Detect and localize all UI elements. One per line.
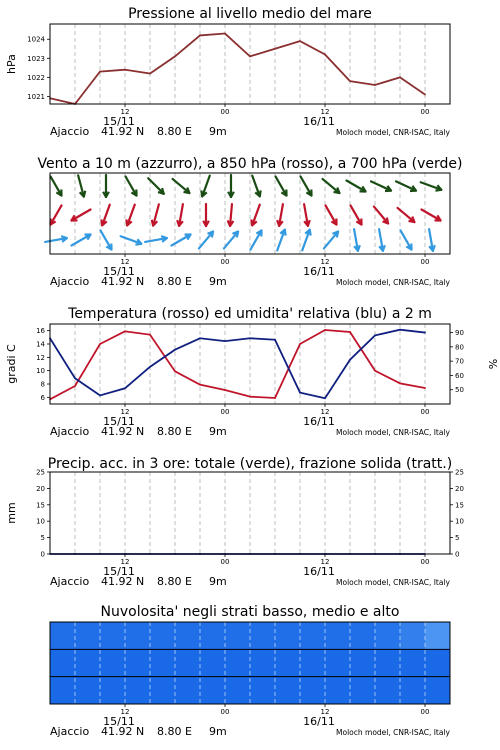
y2-tick-label: 50 — [455, 386, 464, 395]
cloud-cell — [75, 649, 100, 676]
y2-tick-label: 20 — [455, 484, 464, 493]
precip-title: Precip. acc. in 3 ore: totale (verde), frazione solida (tratt.) — [47, 456, 453, 472]
cloud-cell — [300, 622, 325, 649]
cloud-cell — [200, 622, 225, 649]
x-tick-label: 12 — [320, 108, 330, 116]
date-label: 15/11 — [103, 565, 135, 578]
date-label: 16/11 — [303, 415, 335, 428]
date-label: 16/11 — [303, 115, 335, 128]
date-label: 16/11 — [303, 565, 335, 578]
cloud-cell — [225, 622, 250, 649]
arrow-shaft — [326, 205, 337, 224]
cloud-cell — [175, 677, 200, 704]
cloud-cell — [350, 622, 375, 649]
y-tick-label: 15 — [36, 501, 45, 510]
cloud-cell — [300, 677, 325, 704]
x-tick-label: 12 — [120, 558, 130, 566]
temperature-line-point — [224, 389, 226, 391]
cloud-cell — [400, 649, 425, 676]
station-lon: 8.80 E — [157, 125, 192, 138]
wind-850-arrow — [228, 204, 234, 226]
cloud-cell — [275, 677, 300, 704]
wind-700-arrow — [126, 176, 137, 195]
pressure-line-point — [424, 94, 426, 96]
temperature-line-point — [199, 384, 201, 386]
wind-700-arrow — [78, 175, 85, 196]
humidity-line-point — [324, 397, 326, 399]
y2-tick-label: 0 — [455, 550, 460, 559]
station-elevation: 9m — [209, 575, 227, 588]
date-label: 15/11 — [103, 115, 135, 128]
wind-10m-arrow — [101, 230, 112, 249]
y-tick-label: 1022 — [27, 73, 45, 82]
y-tick-label: 1024 — [27, 35, 45, 44]
station-name: Ajaccio — [50, 575, 90, 588]
cloud-cell — [50, 622, 75, 649]
wind-10m-arrow — [401, 230, 412, 249]
x-tick-label: 00 — [220, 558, 230, 566]
wind-700-arrow — [301, 176, 312, 195]
arrow-shaft — [351, 205, 362, 224]
temperature-title: Temperatura (rosso) ed umidita' relativa (blu) a 2 m — [68, 306, 432, 322]
pressure-line-point — [324, 54, 326, 56]
cloud-cell — [375, 677, 400, 704]
cloud-cell — [150, 622, 175, 649]
temperature-line-point — [424, 387, 426, 389]
y-axis-label: gradi C — [5, 344, 18, 384]
wind-10m-arrow — [277, 230, 285, 251]
cloud-cell — [125, 677, 150, 704]
temperature-chart — [0, 300, 500, 450]
cloud-cell — [100, 622, 125, 649]
y2-tick-label: 60 — [455, 371, 464, 380]
pressure-line-point — [274, 48, 276, 50]
pressure-title: Pressione al livello medio del mare — [128, 6, 372, 22]
date-label: 15/11 — [103, 415, 135, 428]
cloud-cell — [275, 649, 300, 676]
cloud-cell — [150, 677, 175, 704]
cloud-chart — [0, 600, 500, 750]
pressure-line-point — [299, 40, 301, 42]
y2-tick-label: 80 — [455, 343, 464, 352]
cloud-cell — [50, 649, 75, 676]
wind-700-arrow — [371, 181, 391, 191]
model-credit: Moloch model, CNR-ISAC, Italy — [336, 428, 450, 437]
temperature-line-point — [349, 331, 351, 333]
date-label: 15/11 — [103, 715, 135, 728]
station-name: Ajaccio — [50, 125, 90, 138]
cloud-cell — [100, 649, 125, 676]
pressure-line-point — [199, 35, 201, 37]
station-lon: 8.80 E — [157, 275, 192, 288]
y2-tick-label: 25 — [455, 468, 464, 477]
temperature-line-point — [174, 370, 176, 372]
y-tick-label: 1021 — [27, 92, 45, 101]
y2-tick-label: 90 — [455, 329, 464, 338]
x-tick-label: 00 — [420, 708, 430, 716]
cloud-cell — [250, 677, 275, 704]
arrow-shaft — [71, 235, 90, 246]
wind-10m-arrow — [71, 235, 90, 246]
arrow-shaft — [276, 176, 287, 195]
plot-frame — [50, 173, 450, 254]
station-elevation: 9m — [209, 725, 227, 738]
pressure-line-point — [374, 84, 376, 86]
wind-700-arrow — [421, 182, 442, 190]
humidity-line-point — [249, 337, 251, 339]
temperature-line-point — [249, 396, 251, 398]
station-elevation: 9m — [209, 125, 227, 138]
cloud-cell — [225, 677, 250, 704]
date-label: 16/11 — [303, 265, 335, 278]
cloud-cell — [75, 677, 100, 704]
plot-frame — [50, 24, 450, 104]
model-credit: Moloch model, CNR-ISAC, Italy — [336, 278, 450, 287]
arrow-shaft — [71, 210, 90, 221]
wind-850-arrow — [421, 210, 440, 221]
cloud-cell — [175, 649, 200, 676]
cloud-cell — [275, 622, 300, 649]
plot-area — [50, 24, 450, 104]
wind-850-arrow — [374, 207, 388, 224]
cloud-panel — [0, 600, 500, 750]
arrow-shaft — [224, 232, 238, 249]
arrow-shaft — [148, 178, 164, 194]
wind-850-arrow — [251, 205, 259, 226]
temperature-line-point — [274, 397, 276, 399]
x-tick-label: 12 — [120, 708, 130, 716]
y-tick-label: 5 — [40, 534, 45, 543]
humidity-line-point — [74, 377, 76, 379]
y-tick-label: 6 — [40, 393, 45, 402]
station-name: Ajaccio — [50, 425, 90, 438]
arrow-shaft — [401, 230, 412, 249]
x-tick-label: 12 — [320, 258, 330, 266]
humidity-line-point — [274, 339, 276, 341]
x-tick-label: 12 — [320, 408, 330, 416]
y-axis-label: mm — [5, 502, 18, 524]
wind-10m-arrow — [379, 229, 385, 251]
humidity-line-point — [299, 392, 301, 394]
pressure-panel — [0, 0, 500, 150]
y-tick-label: 8 — [40, 380, 45, 389]
humidity-line-point — [149, 366, 151, 368]
wind-10m-arrow — [354, 229, 360, 251]
humidity-line-point — [124, 387, 126, 389]
wind-850-arrow — [351, 205, 362, 224]
x-tick-label: 12 — [120, 258, 130, 266]
wind-10m-arrow — [224, 232, 238, 249]
wind-700-arrow — [51, 176, 62, 195]
x-tick-label: 12 — [120, 408, 130, 416]
wind-850-arrow — [177, 204, 183, 226]
model-credit: Moloch model, CNR-ISAC, Italy — [336, 578, 450, 587]
humidity-line-point — [399, 329, 401, 331]
station-lon: 8.80 E — [157, 425, 192, 438]
x-tick-label: 12 — [320, 558, 330, 566]
x-tick-label: 00 — [420, 408, 430, 416]
arrow-shaft — [126, 176, 137, 195]
wind-10m-arrow — [199, 232, 213, 249]
wind-10m-arrow — [429, 229, 435, 251]
arrow-shaft — [301, 176, 312, 195]
pressure-line-point — [399, 76, 401, 78]
y2-axis-label: % — [486, 358, 499, 370]
station-lat: 41.92 N — [101, 275, 145, 288]
wind-700-arrow — [148, 178, 164, 194]
wind-700-arrow — [396, 181, 416, 191]
cloud-cell — [325, 622, 350, 649]
cloud-cell — [325, 649, 350, 676]
humidity-line-point — [199, 337, 201, 339]
wind-850-arrow — [126, 205, 134, 226]
cloud-cell — [425, 649, 450, 676]
cloud-cell — [350, 677, 375, 704]
x-tick-label: 00 — [420, 258, 430, 266]
y-axis-label: hPa — [5, 54, 18, 74]
cloud-cell — [400, 622, 425, 649]
temperature-line-point — [149, 334, 151, 336]
wind-10m-arrow — [324, 232, 338, 249]
temperature-line-point — [299, 343, 301, 345]
cloud-cell — [425, 677, 450, 704]
x-tick-label: 00 — [420, 108, 430, 116]
precip-panel — [0, 450, 500, 600]
cloud-cell — [350, 649, 375, 676]
x-tick-label: 00 — [420, 558, 430, 566]
x-tick-label: 00 — [220, 258, 230, 266]
cloud-cell — [175, 622, 200, 649]
arrow-shaft — [101, 230, 112, 249]
cloud-cell — [425, 622, 450, 649]
cloud-cell — [400, 677, 425, 704]
pressure-line-point — [124, 69, 126, 71]
wind-10m-arrow — [45, 236, 67, 242]
wind-700-arrow — [103, 175, 109, 197]
cloud-cell — [100, 677, 125, 704]
temperature-line-point — [374, 370, 376, 372]
temperature-panel — [0, 300, 500, 450]
cloud-cell — [250, 622, 275, 649]
humidity-line-point — [224, 340, 226, 342]
cloud-cell — [375, 622, 400, 649]
precip-chart — [0, 450, 500, 600]
wind-title: Vento a 10 m (azzurro), a 850 hPa (rosso), a 700 hPa (verde) — [37, 156, 463, 172]
y2-tick-label: 5 — [455, 534, 460, 543]
station-lat: 41.92 N — [101, 425, 145, 438]
pressure-line-point — [149, 73, 151, 75]
date-label: 16/11 — [303, 715, 335, 728]
cloud-cell — [375, 649, 400, 676]
x-tick-label: 12 — [120, 108, 130, 116]
plot-area — [50, 173, 450, 254]
arrow-shaft — [51, 176, 62, 195]
wind-10m-arrow — [302, 230, 310, 251]
wind-chart — [0, 150, 500, 300]
cloud-cell — [50, 677, 75, 704]
plot-frame — [50, 472, 450, 554]
temperature-line-point — [124, 330, 126, 332]
station-elevation: 9m — [209, 275, 227, 288]
y-tick-label: 10 — [36, 367, 45, 376]
y2-tick-label: 70 — [455, 357, 464, 366]
pressure-chart — [0, 0, 500, 150]
arrow-shaft — [51, 205, 62, 224]
station-name: Ajaccio — [50, 725, 90, 738]
pressure-line — [50, 34, 425, 104]
wind-700-arrow — [276, 176, 287, 195]
station-lon: 8.80 E — [157, 575, 192, 588]
temperature-line-point — [99, 343, 101, 345]
wind-850-arrow — [326, 205, 337, 224]
wind-850-arrow — [304, 204, 310, 226]
station-lon: 8.80 E — [157, 725, 192, 738]
pressure-line-point — [174, 55, 176, 57]
cloud-cell — [125, 622, 150, 649]
pressure-line-point — [99, 71, 101, 73]
pressure-line-point — [224, 33, 226, 35]
y2-tick-label: 15 — [455, 501, 464, 510]
x-tick-label: 00 — [220, 408, 230, 416]
y-tick-label: 25 — [36, 468, 45, 477]
wind-850-arrow — [71, 210, 90, 221]
cloud-cell — [125, 649, 150, 676]
y-tick-label: 0 — [40, 550, 45, 559]
model-credit: Moloch model, CNR-ISAC, Italy — [336, 728, 450, 737]
station-lat: 41.92 N — [101, 725, 145, 738]
wind-700-arrow — [201, 176, 209, 197]
wind-700-arrow — [346, 181, 365, 192]
wind-10m-arrow — [145, 236, 167, 242]
cloud-cell — [325, 677, 350, 704]
y-tick-label: 1023 — [27, 54, 45, 63]
y-tick-label: 10 — [36, 517, 45, 526]
arrow-shaft — [324, 232, 338, 249]
station-lat: 41.92 N — [101, 125, 145, 138]
temperature-line-point — [74, 385, 76, 387]
temperature-line-point — [399, 382, 401, 384]
wind-850-arrow — [277, 204, 283, 226]
humidity-line-point — [99, 395, 101, 397]
pressure-line-point — [349, 80, 351, 82]
wind-850-arrow — [203, 204, 209, 226]
wind-10m-arrow — [171, 235, 190, 246]
wind-700-arrow — [228, 175, 234, 197]
wind-700-arrow — [252, 176, 260, 197]
wind-10m-arrow — [121, 236, 142, 244]
date-label: 15/11 — [103, 265, 135, 278]
plot-area — [50, 472, 450, 554]
cloud-title: Nuvolosita' negli strati basso, medio e alto — [100, 604, 400, 620]
cloud-cell — [200, 677, 225, 704]
temperature-line-point — [324, 329, 326, 331]
humidity-line-point — [349, 359, 351, 361]
cloud-cell — [250, 649, 275, 676]
wind-panel — [0, 150, 500, 300]
station-elevation: 9m — [209, 425, 227, 438]
station-name: Ajaccio — [50, 275, 90, 288]
x-tick-label: 00 — [220, 108, 230, 116]
cloud-cell — [75, 622, 100, 649]
model-credit: Moloch model, CNR-ISAC, Italy — [336, 128, 450, 137]
x-tick-label: 00 — [220, 708, 230, 716]
y-tick-label: 14 — [36, 340, 45, 349]
pressure-line-point — [249, 55, 251, 57]
wind-850-arrow — [101, 205, 109, 226]
y2-tick-label: 10 — [455, 517, 464, 526]
wind-850-arrow — [51, 205, 62, 224]
cloud-cell — [150, 649, 175, 676]
wind-850-arrow — [152, 204, 159, 225]
x-tick-label: 12 — [320, 708, 330, 716]
arrow-shaft — [421, 210, 440, 221]
cloud-cell — [200, 649, 225, 676]
y-tick-label: 16 — [36, 327, 45, 336]
humidity-line-point — [374, 335, 376, 337]
arrow-shaft — [346, 181, 365, 192]
arrow-shaft — [251, 230, 262, 249]
wind-10m-arrow — [251, 230, 262, 249]
cloud-cell — [225, 649, 250, 676]
humidity-line-point — [424, 332, 426, 334]
station-lat: 41.92 N — [101, 575, 145, 588]
y-tick-label: 12 — [36, 353, 45, 362]
arrow-shaft — [171, 235, 190, 246]
arrow-shaft — [374, 207, 388, 224]
arrow-shaft — [199, 232, 213, 249]
y-tick-label: 20 — [36, 484, 45, 493]
cloud-cell — [300, 649, 325, 676]
humidity-line-point — [174, 349, 176, 351]
